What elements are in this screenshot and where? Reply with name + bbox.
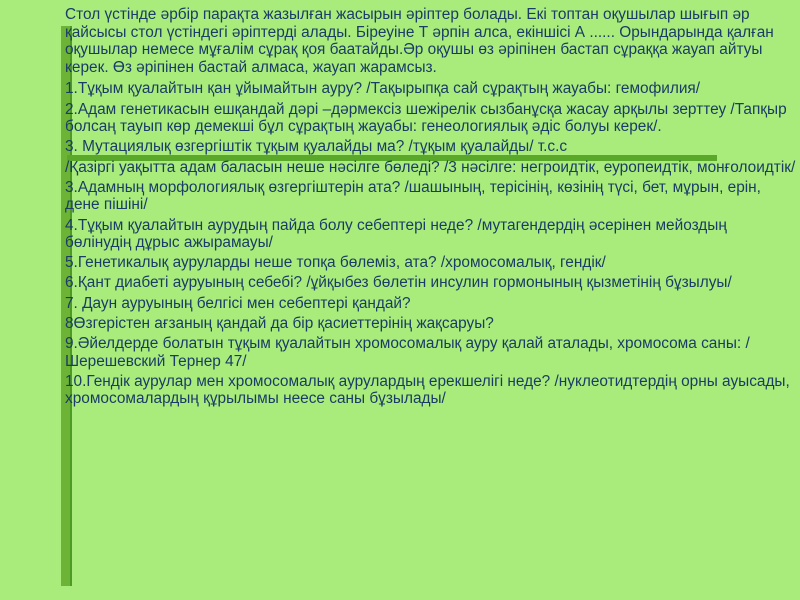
question-item: /Қазіргі уақытта адам баласын неше нәсілге бөледі? /3 нәсілге: негроидтік, еуропеидтік, монғолоидтік/ [65, 158, 796, 176]
question-item: 6.Қант диабеті ауруының себебі? /ұйқыбез бөлетін инсулин гормонының қызметінің бұзылуы/ [65, 274, 732, 292]
question-item: 3.Адамның морфологиялық өзгергіштерін ата? /шашының, терісінің, көзінің түсі, бет, мұрын, ерін, дене пішіні/ [65, 178, 761, 214]
question-item: 1.Тұқым қуалайтын қан ұйымайтын ауру? /Тақырыпқа сай сұрақтың жауабы: гемофилия/ [65, 80, 701, 98]
question-item: 10.Гендік аурулар мен хромосомалық аурулардың ерекшелігі неде? /нуклеотидтердің орны ауысады, хромосомалардың құрылымы неесе саны бұзылады/ [65, 372, 790, 408]
question-item: 2.Адам генетикасын ешқандай дәрі –дәрмексіз шежірелік сызбанұсқа жасау арқылы зерттеу /Тапқыр болсаң тауып көр демекші бұл сұрақтың жауабы: генеологиялық әдіс болуы керек/. [65, 100, 787, 136]
question-item: 3. Мутациялық өзгергіштік тұқым қуалайды ма? /тұқым қуалайды/ т.с.с [65, 138, 568, 156]
question-item: 5.Генетикалық ауруларды неше топқа бөлеміз, ата? /хромосомалық, гендік/ [65, 254, 606, 272]
slide-text-body [65, 6, 797, 411]
question-item: 8Өзгерістен ағзаның қандай да бір қасиеттерінің жақсаруы? [65, 314, 494, 332]
question-item: 4.Тұқым қуалайтын аурудың пайда болу себептері неде? /мутагендердің әсерінен мейоздың бөлінудің дұрыс ажырамауы/ [65, 216, 727, 252]
question-item: 9.Әйелдерде болатын тұқым қуалайтын хромосомалық ауру қалай аталады, хромосома саны: / Шерешевский Тернер 47/ [65, 335, 750, 370]
intro-paragraph: Стол үстінде әрбір парақта жазылған жасырын әріптер болады. Екі топтан оқушылар шығып әр қайсысы стол үстіндегі әріптерді алады. Біреуіне Т әрпін алса, екіншісі А ...... Орындарында қалған оқушылар немесе мұғалім сұрақ қоя баатайды.Әр оқушы өз әріпінен бастап сұраққа жауап айтуы керек. Өз әріпінен бастай алмаса, жауап жарамсыз. [65, 6, 774, 76]
question-item: 7. Даун ауруының белгісі мен себептері қандай? [65, 294, 411, 312]
